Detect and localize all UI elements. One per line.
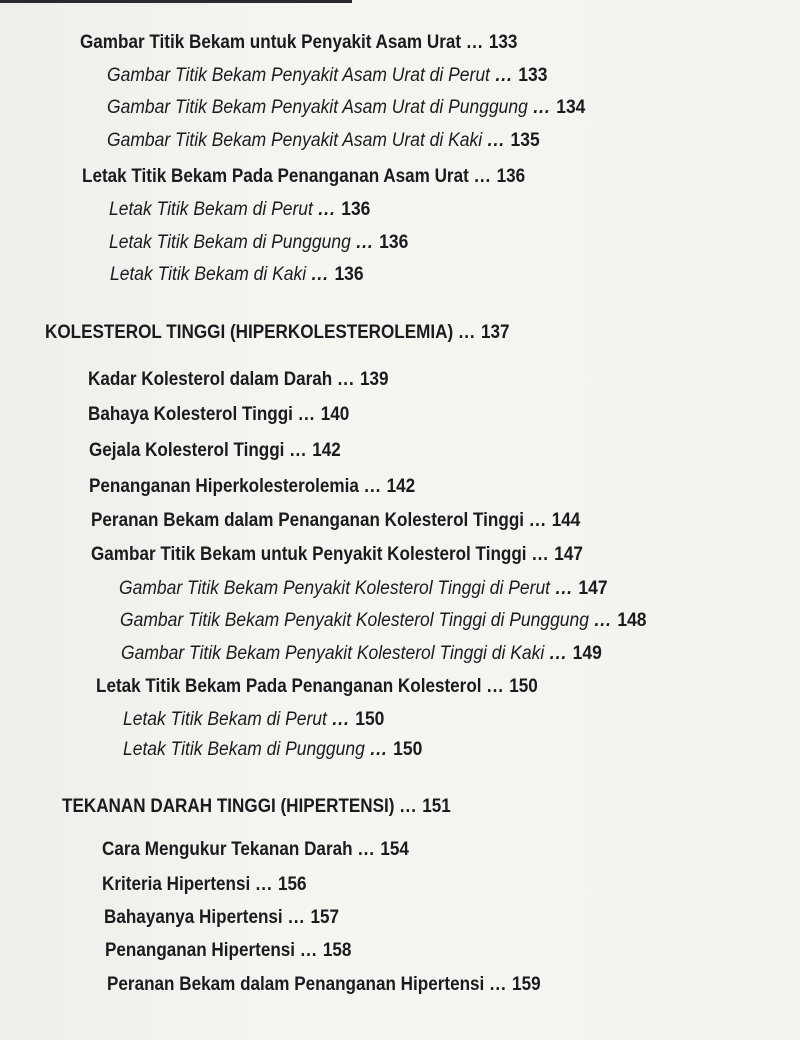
toc-chapter-heading [45,323,509,342]
leader-dots: ... [495,65,513,86]
leader-dots: ... [531,544,549,565]
page-number: 133 [518,65,548,86]
page-number: 139 [359,369,389,390]
page-number: 147 [554,544,583,565]
leader-dots: ... [288,907,306,928]
page-number: 144 [551,510,581,531]
toc-entry [96,677,538,696]
toc-chapter-heading [62,797,451,816]
entry-text: Letak Titik Bekam di Perut [109,199,313,220]
leader-dots: ... [533,97,551,118]
entry-text: Cara Mengukur Tekanan Darah [102,839,353,860]
entry-text: Kriteria Hipertensi [102,874,251,895]
toc-entry [104,908,339,927]
toc-entry [119,579,608,598]
entry-text: Gambar Titik Bekam Penyakit Asam Urat di Perut [107,65,490,86]
leader-dots: ... [337,369,355,390]
leader-dots: ... [529,510,547,531]
toc-entry [89,441,341,460]
entry-text: Kadar Kolesterol dalam Darah [88,369,333,390]
leader-dots: ... [332,709,350,730]
entry-text: Gambar Titik Bekam Penyakit Asam Urat di Kaki [107,130,483,151]
top-rule [0,0,352,3]
leader-dots: ... [311,264,329,285]
entry-text: Gambar Titik Bekam Penyakit Kolesterol Tinggi di Kaki [121,643,545,664]
toc-entry [82,167,525,186]
page-number: 150 [355,709,385,730]
page-number: 142 [312,440,341,461]
entry-text: Penanganan Hiperkolesterolemia [89,476,359,497]
page-number: 136 [334,264,364,285]
entry-text: Gejala Kolesterol Tinggi [89,440,285,461]
toc-entry [102,840,409,859]
leader-dots: ... [370,739,388,760]
entry-text: Peranan Bekam dalam Penanganan Kolesterol Tinggi [91,510,525,531]
leader-dots: ... [489,974,507,995]
entry-text: Letak Titik Bekam Pada Penanganan Kolesterol [96,676,482,697]
page-number: 134 [556,97,586,118]
toc-entry [123,710,384,729]
toc-entry [123,740,422,759]
entry-text: Bahaya Kolesterol Tinggi [88,404,293,425]
leader-dots: ... [300,940,318,961]
toc-entry [88,405,349,424]
toc-entry [110,265,364,284]
entry-text: Letak Titik Bekam di Perut [123,709,327,730]
leader-dots: ... [318,199,336,220]
page-number: 150 [393,739,423,760]
page-number: 135 [510,130,540,151]
toc-entry [107,131,540,150]
toc-entry [121,644,602,663]
toc-entry [102,875,307,894]
leader-dots: ... [555,578,573,599]
page-number: 154 [380,839,409,860]
page-number: 156 [278,874,307,895]
leader-dots: ... [399,796,417,817]
page-number: 150 [509,676,538,697]
page-number: 137 [480,322,510,343]
toc-entry [107,975,541,994]
entry-text: Gambar Titik Bekam Penyakit Kolesterol Tinggi di Perut [119,578,551,599]
toc-entry [89,477,415,496]
entry-text: Gambar Titik Bekam Penyakit Kolesterol Tinggi di Punggung [120,610,589,631]
leader-dots: ... [255,874,273,895]
toc-entry [91,545,583,564]
page-number: 140 [320,404,350,425]
page-number: 149 [572,643,602,664]
page-number: 136 [341,199,371,220]
page-number: 147 [578,578,608,599]
leader-dots: ... [594,610,612,631]
leader-dots: ... [364,476,382,497]
toc-entry [120,611,647,630]
page-number: 136 [496,166,526,187]
leader-dots: ... [487,130,506,151]
toc-entry [107,66,547,85]
toc-entry [109,233,408,252]
entry-text: Gambar Titik Bekam untuk Penyakit Asam Urat [80,32,462,53]
entry-text: Gambar Titik Bekam untuk Penyakit Kolesterol Tinggi [91,544,527,565]
leader-dots: ... [486,676,504,697]
leader-dots: ... [357,839,375,860]
toc-entry [88,370,389,389]
page-number: 159 [512,974,541,995]
page-number: 151 [422,796,451,817]
entry-text: TEKANAN DARAH TINGGI (HIPERTENSI) [62,796,395,817]
leader-dots: ... [474,166,492,187]
entry-text: KOLESTEROL TINGGI (HIPERKOLESTEROLEMIA) [45,322,454,343]
leader-dots: ... [466,32,484,53]
page-number: 148 [617,610,647,631]
entry-text: Gambar Titik Bekam Penyakit Asam Urat di Punggung [107,97,528,118]
page-number: 136 [379,232,409,253]
leader-dots: ... [356,232,374,253]
toc-entry [109,200,370,219]
page-number: 158 [322,940,352,961]
leader-dots: ... [458,322,476,343]
toc-entry [107,98,585,117]
entry-text: Penanganan Hipertensi [105,940,296,961]
leader-dots: ... [298,404,316,425]
leader-dots: ... [549,643,568,664]
entry-text: Letak Titik Bekam di Kaki [110,264,307,285]
entry-text: Letak Titik Bekam di Punggung [123,739,365,760]
entry-text: Bahayanya Hipertensi [104,907,283,928]
page-number: 133 [488,32,518,53]
leader-dots: ... [289,440,307,461]
page-number: 157 [310,907,339,928]
toc-entry [105,941,351,960]
toc-entry [80,33,517,52]
page-number: 142 [386,476,416,497]
toc-entry [91,511,580,530]
entry-text: Letak Titik Bekam di Punggung [109,232,351,253]
entry-text: Peranan Bekam dalam Penanganan Hipertensi [107,974,485,995]
entry-text: Letak Titik Bekam Pada Penanganan Asam Urat [82,166,469,187]
